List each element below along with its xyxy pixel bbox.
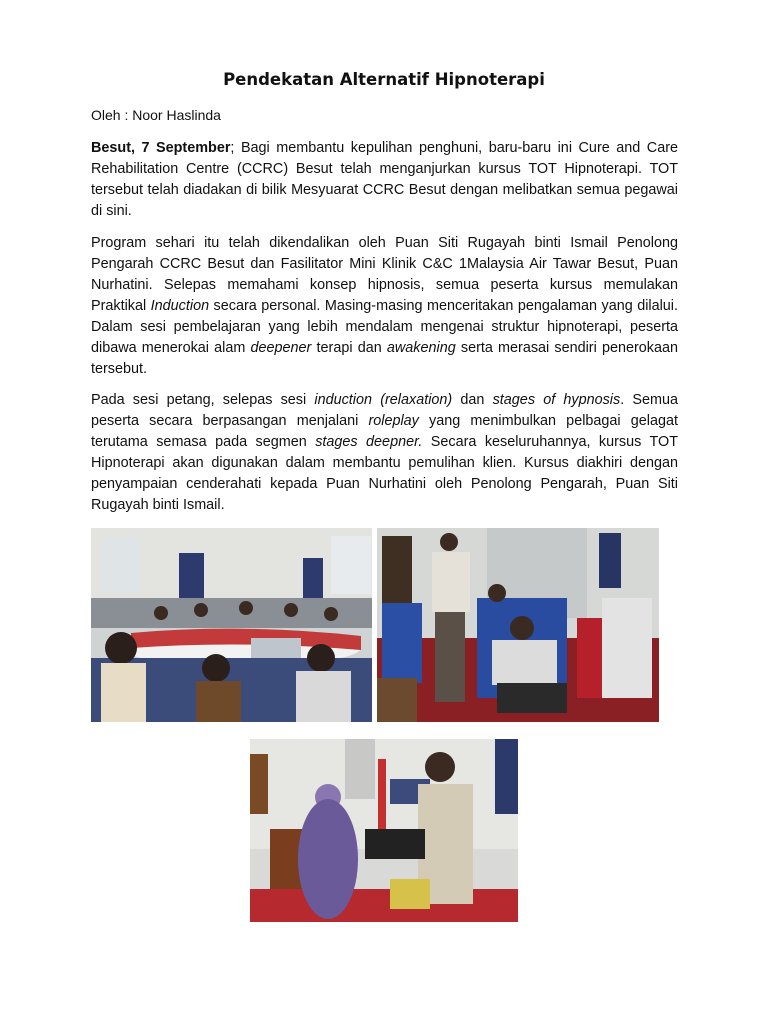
paragraph-3-text-a: Pada sesi petang, selepas sesi — [91, 392, 315, 408]
paragraph-3-text-b: dan — [452, 392, 493, 408]
paragraph-3-text-e: Secara keseluruhannya, kursus TOT Hipnoterapi akan digunakan dalam membantu pemulihan klien. Kursus diakhiri dengan penyampaian cenderahati kepada Puan Nurhatini oleh Penolong Pengarah, Puan Siti Rugayah binti Ismail. — [91, 434, 678, 513]
paragraph-2-text-b: secara personal. Masing-masing menceritakan pengalaman yang dilalui. Dalam sesi pembelajaran yang lebih mendalam mengenai struktur hipnoterapi, peserta dibawa menerokai alam — [91, 298, 678, 356]
term-induction: Induction — [150, 298, 210, 314]
paragraph-1-text: ; Bagi membantu kepulihan penghuni, baru-baru ini Cure and Care Rehabilitation Centre (CCRC) Besut telah menganjurkan kursus TOT Hipnoterapi. TOT tersebut telah diadakan di bilik Mesyuarat CCRC Besut dengan melibatkan semua pegawai di sini. — [91, 140, 678, 219]
term-stages-of-hypnosis: stages of hypnosis — [492, 392, 621, 408]
paragraph-3-text-d: yang menimbulkan pelbagai gelagat terutama semasa pada segmen — [91, 413, 678, 450]
term-stages-deepner: stages deepner. — [315, 434, 423, 450]
paragraph-2-text-a: Program sehari itu telah dikendalikan oleh Puan Siti Rugayah binti Ismail Penolong Pengarah CCRC Besut dan Fasilitator Mini Klinik C&C 1Malaysia Air Tawar Besut, Puan Nurhatini. Selepas memahami konsep hipnosis, semua peserta kursus memulakan Praktikal — [91, 235, 678, 314]
byline: Oleh : Noor Haslinda — [91, 107, 221, 123]
paragraph-1 — [91, 138, 678, 222]
paragraph-2-text-d: serta merasai sendiri penerokaan tersebut. — [91, 340, 678, 377]
term-induction-relaxation: induction (relaxation) — [314, 392, 453, 408]
paragraph-2 — [91, 233, 678, 380]
photo-hypnosis-session — [377, 528, 659, 722]
paragraph-3-text-c: . Semua peserta secara berpasangan menjalani — [91, 392, 678, 429]
document-title: Pendekatan Alternatif Hipnoterapi — [223, 70, 545, 89]
paragraph-2-text-c: terapi dan — [311, 340, 387, 356]
term-awakening: awakening — [386, 340, 456, 356]
paragraph-3 — [91, 390, 678, 516]
dateline: Besut, 7 September — [91, 140, 231, 156]
photo-memento-presentation — [250, 739, 518, 922]
photo-meeting-room — [91, 528, 372, 722]
term-deepener: deepener — [250, 340, 312, 356]
term-roleplay: roleplay — [368, 413, 419, 429]
